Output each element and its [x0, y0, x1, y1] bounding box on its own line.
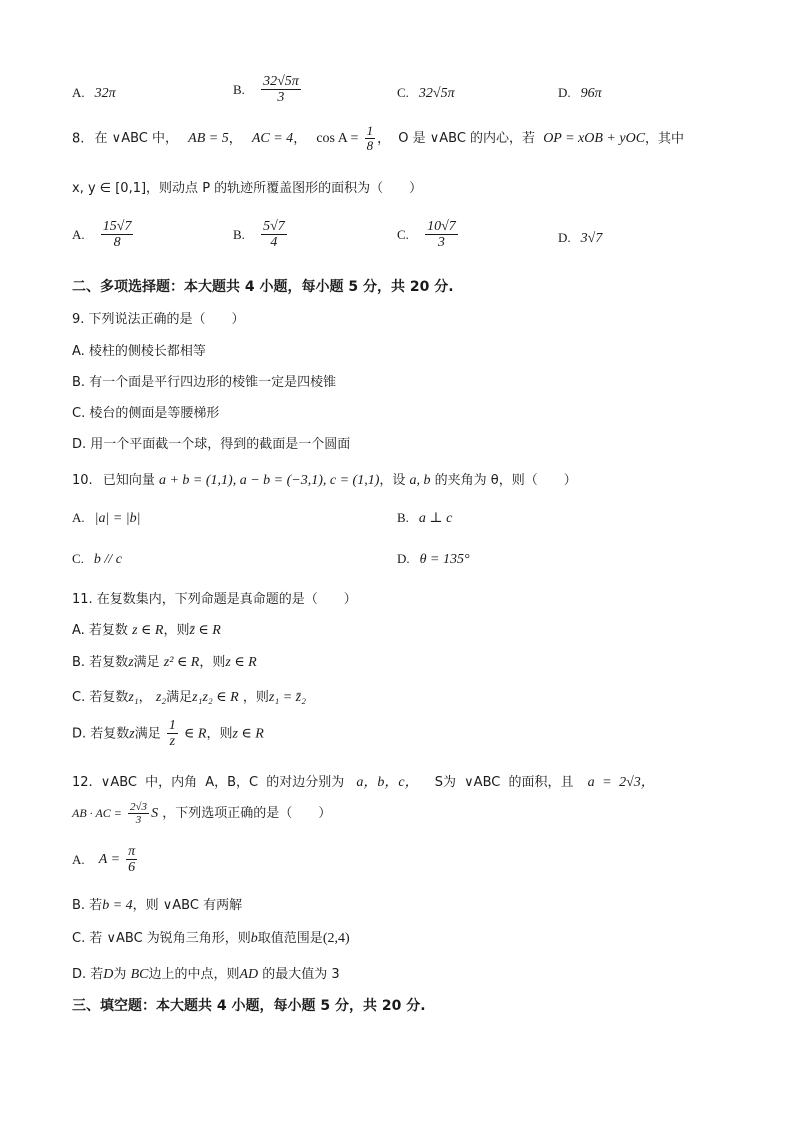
q8-option-c: C. $\frac{10√7}{3}$: [397, 219, 456, 251]
q8-option-d: D. 3√7: [558, 230, 603, 246]
q9-stem: 9. 下列说法正确的是（ ）: [72, 312, 245, 327]
q9-option-c: C. 棱台的侧面是等腰梯形: [72, 406, 220, 421]
q12-option-b: B. 若b = 4，则 ∨ABC 有两解: [72, 898, 243, 913]
section-3-heading: 三、填空题：本大题共 4 小题，每小题 5 分，共 20 分.: [72, 998, 426, 1014]
q11-stem: 11. 在复数集内，下列命题是真命题的是（ ）: [72, 592, 357, 607]
q7-option-c: C. 32√5π: [397, 85, 455, 101]
q11-option-a: A. 若复数 z ∈ R，则z̄ ∈ R: [72, 623, 221, 638]
q10-option-a: A. |a| = |b|: [72, 510, 141, 526]
q12-stem-line2: AB · AC = $\frac{2√3}{3}$ S ，下列选项正确的是（ ）: [72, 801, 332, 827]
q7-option-a: A. 32π: [72, 85, 116, 101]
q10-option-c: C. b // c: [72, 551, 122, 567]
q8-stem-line1: 8. 在 ∨ABC 中， AB = 5， AC = 4， cos A = $\frac{1}{8}$ ， O 是 ∨ABC 的内心，若 OP = xOB + yOC，其中: [72, 123, 685, 154]
q9-option-b: B. 有一个面是平行四边形的棱锥一定是四棱锥: [72, 375, 337, 390]
q8-option-a: A. $\frac{15√7}{8}$: [72, 219, 132, 251]
q7-option-b: B. $\frac{32√5\pi}{3}$: [233, 74, 299, 106]
q12-option-d: D. 若D为 BC边上的中点，则AD 的最大值为 3: [72, 967, 340, 982]
q12-stem-line1: 12. ∨ABC 中，内角 A，B，C 的对边分别为 a，b，c， S为 ∨ABC 的面积，且 a = 2√3，: [72, 775, 655, 790]
q11-option-c: C. 若复数z₁， z₂满足z₁z₂ ∈ R ，则z₁ = z̄₂: [72, 690, 306, 705]
q12-option-a: A. A = $\frac{\pi}{6}$: [72, 844, 136, 876]
q8-option-b: B. $\frac{5√7}{4}$: [233, 219, 285, 251]
q10-option-d: D. θ = 135°: [397, 551, 470, 567]
q8-stem-line2: x, y ∈ [0,1]，则动点 P 的轨迹所覆盖图形的面积为（ ）: [72, 181, 423, 196]
q11-option-d: D. 若复数z满足 $\frac{1}{z}$ ∈ R，则z ∈ R: [72, 718, 264, 750]
q9-option-d: D. 用一个平面截一个球，得到的截面是一个圆面: [72, 437, 351, 452]
section-2-heading: 二、多项选择题：本大题共 4 小题，每小题 5 分，共 20 分.: [72, 279, 454, 295]
q10-option-b: B. a ⊥ c: [397, 510, 453, 526]
q9-option-a: A. 棱柱的侧棱长都相等: [72, 344, 206, 359]
q10-stem: 10. 已知向量 a + b = (1,1), a − b = (−3,1), c = (1,1)，设 a, b 的夹角为 θ，则（ ）: [72, 473, 577, 488]
q7-option-d: D. 96π: [558, 85, 602, 101]
q12-option-c: C. 若 ∨ABC 为锐角三角形，则b取值范围是(2,4): [72, 931, 350, 946]
q11-option-b: B. 若复数z满足 z² ∈ R，则z ∈ R: [72, 655, 257, 670]
